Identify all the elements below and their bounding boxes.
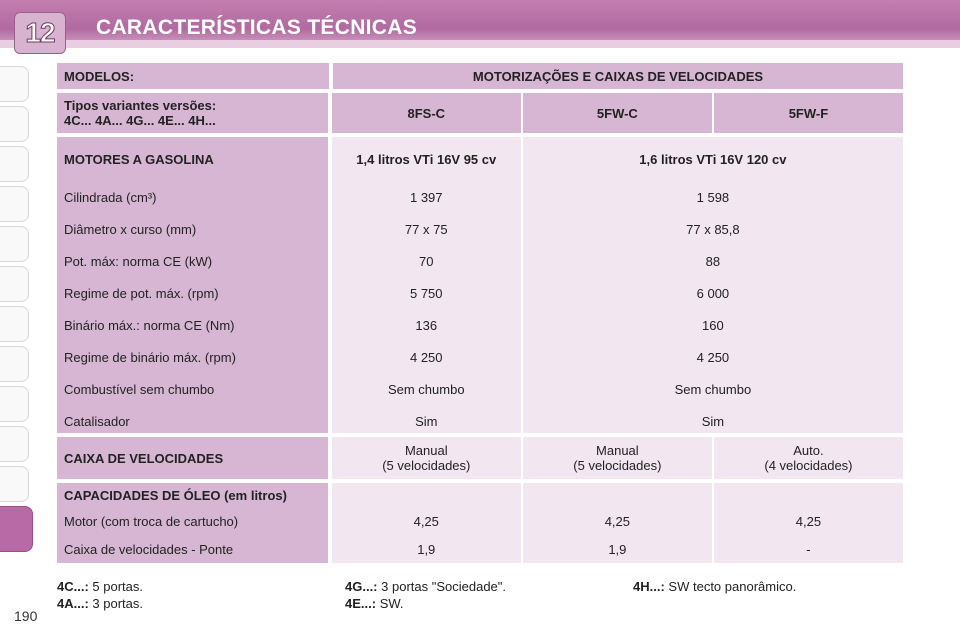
footnotes-col-1 (57, 578, 143, 612)
footnotes-col-3 (633, 578, 796, 595)
engine-2-column (523, 137, 903, 433)
engine-2-name: 1,6 litros VTi 16V 120 cv (639, 151, 787, 167)
footnote: 4A...: 3 portas. (57, 596, 144, 611)
version-8fs-c: 8FS-C (332, 93, 521, 133)
header-underline (0, 40, 960, 48)
chapter-tab[interactable] (0, 106, 29, 142)
spec-value-engine-2: 77 x 85,8 (686, 221, 740, 237)
chapter-number: 12 (25, 17, 55, 48)
spec-value-engine-1: Sem chumbo (387, 381, 465, 397)
page-number: 190 (14, 608, 38, 624)
footnote: 4C...: 5 portas. (57, 579, 144, 594)
chapter-tab[interactable] (0, 146, 29, 182)
page-title: CARACTERÍSTICAS TÉCNICAS (96, 16, 418, 39)
spec-label: Catalisador (64, 413, 130, 429)
chapter-tab[interactable] (0, 186, 29, 222)
spec-value-engine-2: Sem chumbo (674, 381, 752, 397)
oil-value: 4,25 (413, 513, 439, 529)
spec-value-engine-2: 4 250 (696, 349, 730, 365)
footnotes-col-2 (345, 578, 506, 612)
chapter-tab-active[interactable] (0, 506, 33, 552)
chapter-tab[interactable] (0, 306, 29, 342)
engine-1-name: 1,4 litros VTi 16V 95 cv (356, 151, 497, 167)
chapter-tab[interactable] (0, 386, 29, 422)
gearbox-label: CAIXA DE VELOCIDADES (57, 437, 328, 479)
spec-value-engine-1: 136 (415, 317, 438, 333)
spec-value-engine-1: 1 397 (409, 189, 443, 205)
petrol-engines-label: MOTORES A GASOLINA (64, 151, 214, 167)
spec-value-engine-2: 88 (705, 253, 721, 269)
oil-col-1 (332, 483, 521, 563)
chapter-tab[interactable] (0, 66, 29, 102)
spec-label: Binário máx.: norma CE (Nm) (64, 317, 235, 333)
spec-label: Combustível sem chumbo (64, 381, 215, 397)
chapter-tab[interactable] (0, 266, 29, 302)
chapter-tab[interactable] (0, 426, 29, 462)
oil-value: 4,25 (795, 513, 822, 529)
specs-table (57, 63, 903, 563)
engines-header: MOTORIZAÇÕES E CAIXAS DE VELOCIDADES (333, 63, 903, 89)
oil-col-3 (714, 483, 903, 563)
footnote: 4E...: SW. (345, 596, 404, 611)
spec-label: Regime de pot. máx. (rpm) (64, 285, 219, 301)
spec-value-engine-1: Sim (415, 413, 438, 429)
variants-label: Tipos variantes versões: 4C... 4A... 4G... 4E... 4H... (57, 93, 328, 133)
spec-value-engine-1: 77 x 75 (404, 221, 448, 237)
engine-1-column (332, 137, 521, 433)
oil-value: 1,9 (608, 541, 627, 557)
engine-specs-labels (57, 137, 328, 433)
models-header: MODELOS: (57, 63, 329, 89)
oil-labels (57, 483, 328, 563)
oil-col-2 (523, 483, 712, 563)
spec-value-engine-2: 1 598 (696, 189, 730, 205)
oil-capacity-label: CAPACIDADES DE ÓLEO (em litros) (64, 487, 287, 503)
spec-label: Cilindrada (cm³) (64, 189, 157, 205)
spec-value-engine-1: 70 (419, 253, 434, 269)
chapter-tab[interactable] (0, 226, 29, 262)
chapter-badge (14, 12, 66, 54)
gearbox-value: Auto. (4 velocidades) (714, 437, 903, 479)
chapter-tabs (0, 66, 34, 556)
spec-label: Pot. máx: norma CE (kW) (64, 253, 213, 269)
oil-row-label: Motor (com troca de cartucho) (64, 513, 239, 529)
spec-value-engine-2: 160 (702, 317, 724, 333)
footnote: 4G...: 3 portas "Sociedade". (345, 579, 507, 594)
spec-value-engine-1: 5 750 (409, 285, 443, 301)
spec-value-engine-2: Sim (701, 413, 725, 429)
version-5fw-c: 5FW-C (523, 93, 712, 133)
spec-label: Diâmetro x curso (mm) (64, 221, 197, 237)
spec-value-engine-2: 6 000 (696, 285, 730, 301)
oil-value: - (806, 541, 811, 557)
spec-value-engine-1: 4 250 (409, 349, 443, 365)
oil-row-label: Caixa de velocidades - Ponte (64, 541, 234, 557)
oil-value: 4,25 (604, 513, 630, 529)
footnote: 4H...: SW tecto panorâmico. (633, 579, 797, 594)
gearbox-value: Manual (5 velocidades) (332, 437, 521, 479)
chapter-tab[interactable] (0, 466, 29, 502)
version-5fw-f: 5FW-F (714, 93, 903, 133)
gearbox-value: Manual (5 velocidades) (523, 437, 712, 479)
spec-label: Regime de binário máx. (rpm) (64, 349, 236, 365)
oil-value: 1,9 (417, 541, 436, 557)
chapter-tab[interactable] (0, 346, 29, 382)
